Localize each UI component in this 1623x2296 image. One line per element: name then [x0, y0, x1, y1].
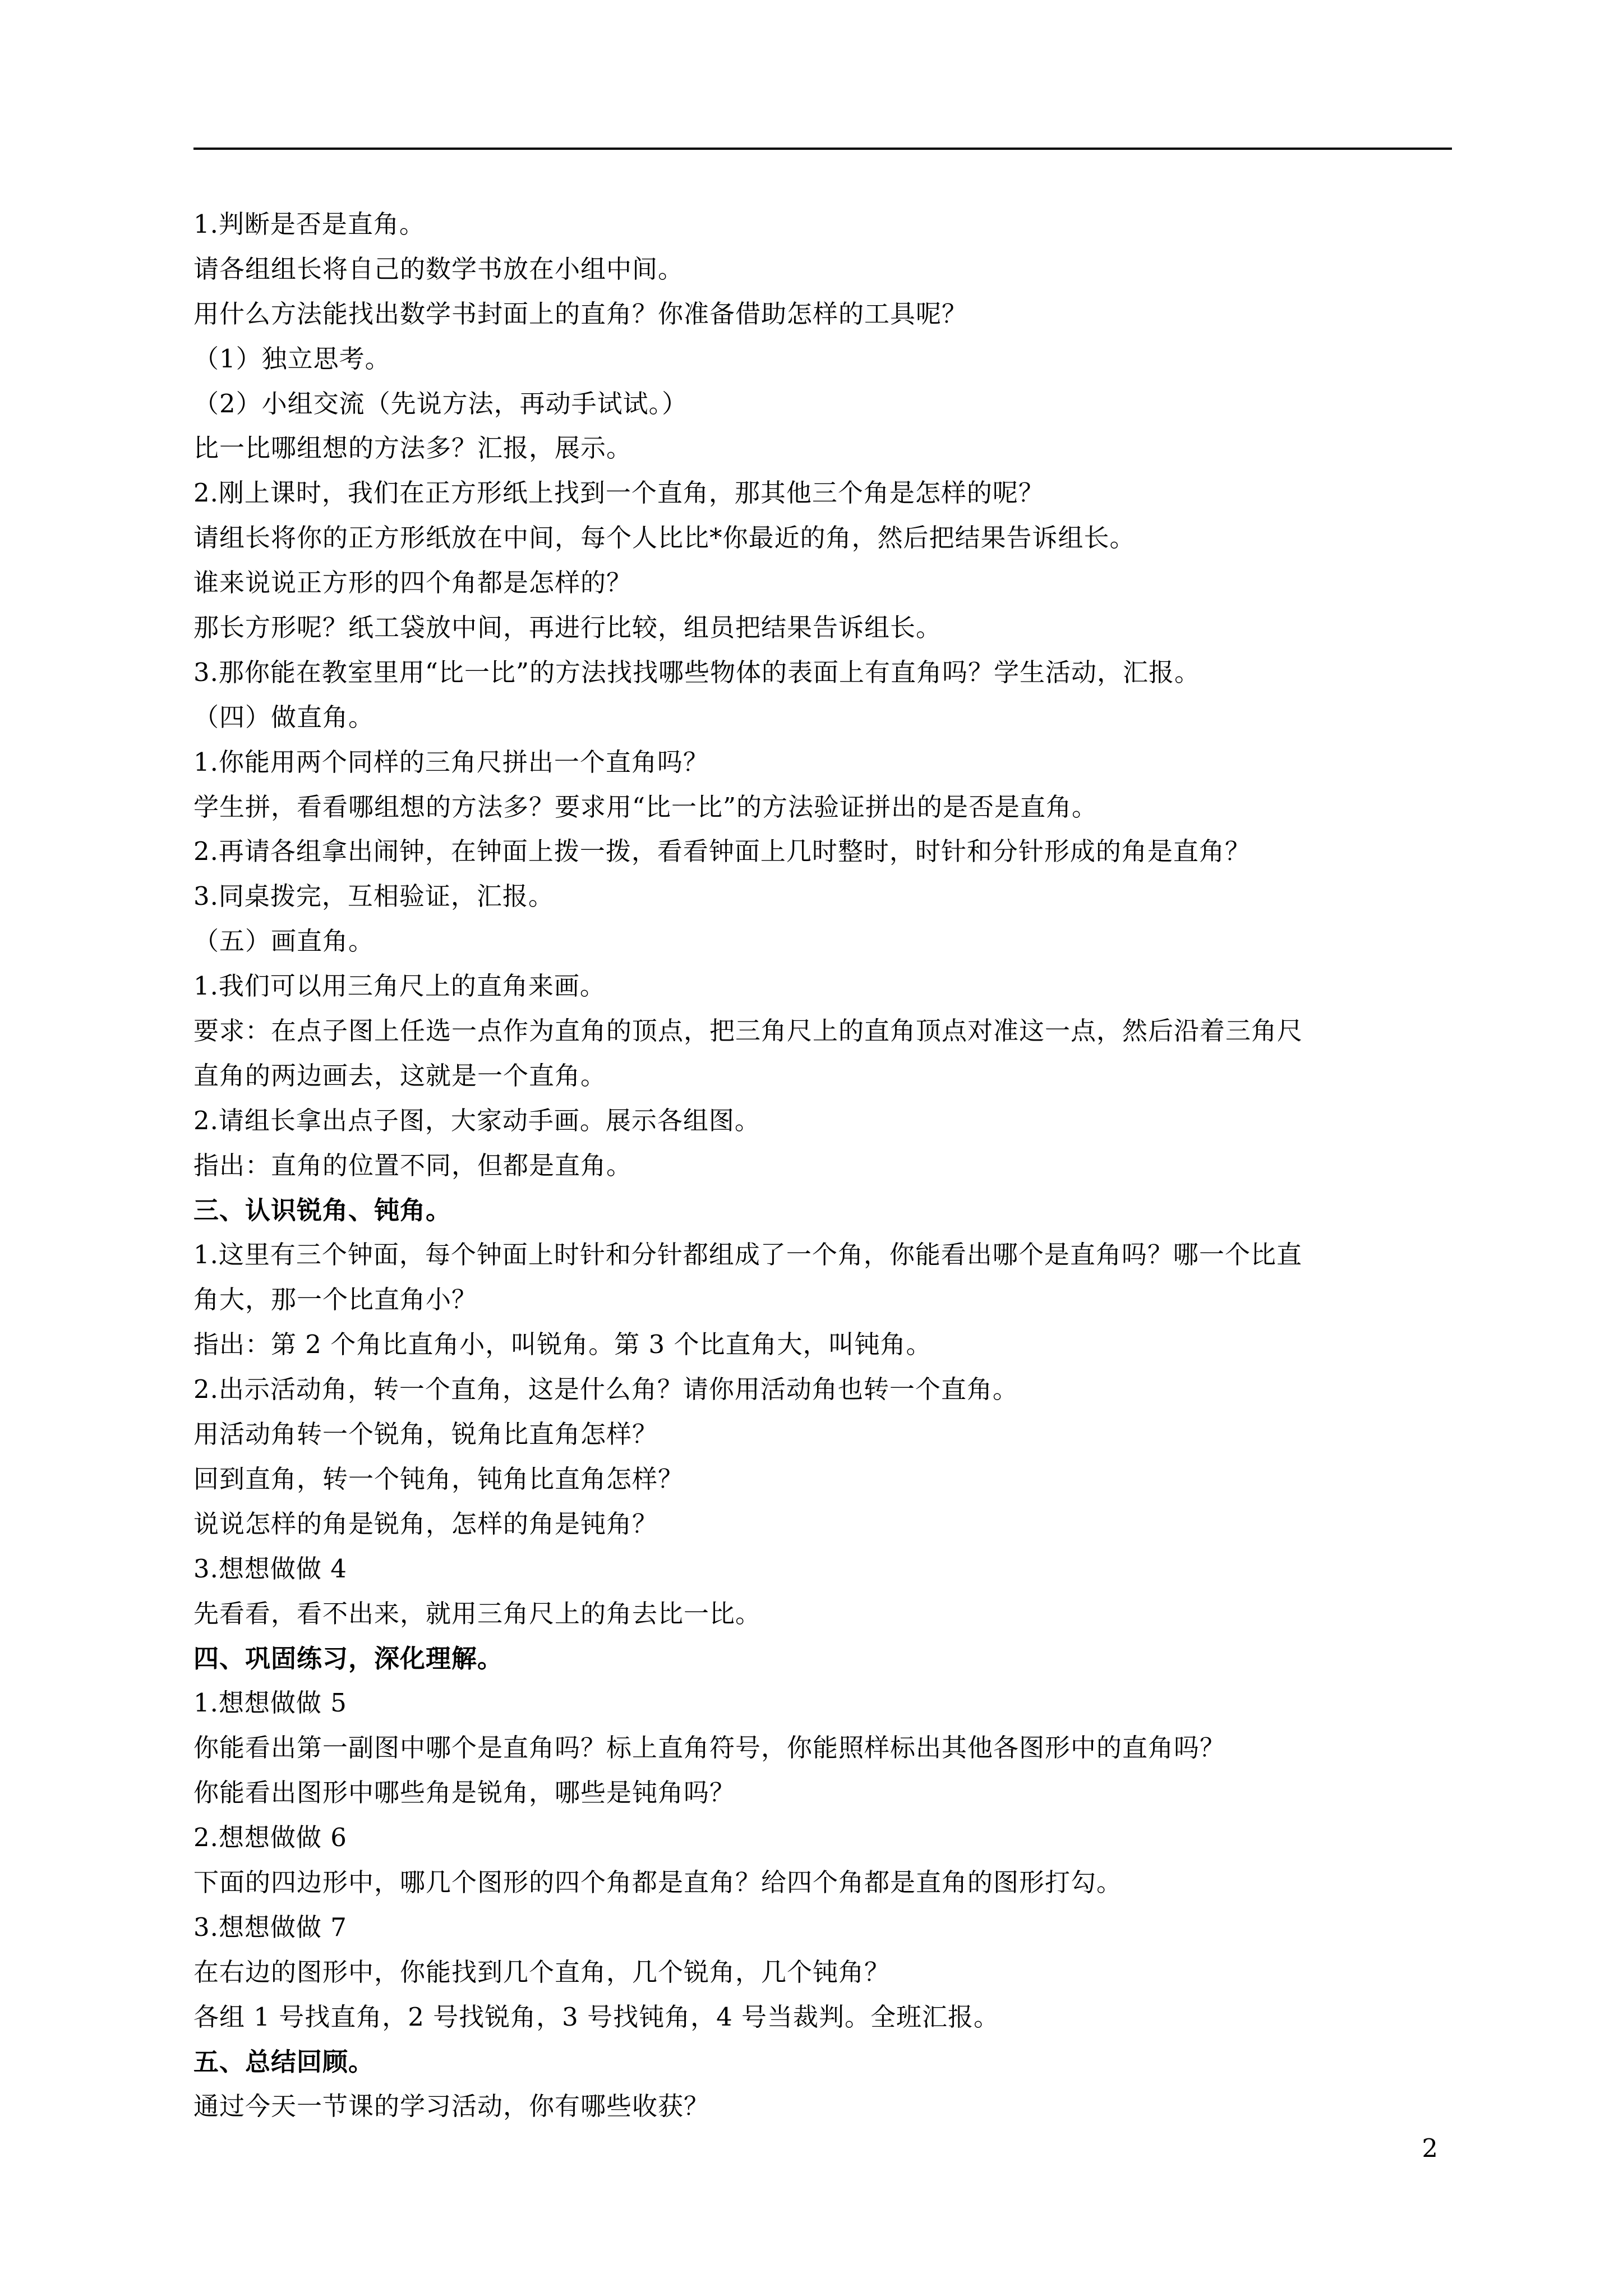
text-line: 3.想想做做 7: [193, 1912, 347, 1942]
text-line: 那长方形呢？纸工袋放中间，再进行比较，组员把结果告诉组长。: [193, 613, 942, 643]
text-line: 1.你能用两个同样的三角尺拼出一个直角吗？: [193, 747, 709, 777]
text-line: 1.我们可以用三角尺上的直角来画。: [193, 971, 606, 1001]
text-line: 请各组组长将自己的数学书放在小组中间。: [193, 254, 684, 284]
text-line: 2.想想做做 6: [193, 1823, 347, 1853]
text-line: （2）小组交流（先说方法，再动手试试。）: [193, 388, 688, 418]
text-line: 2.再请各组拿出闹钟，在钟面上拨一拨，看看钟面上几时整时，时针和分针形成的角是直角？: [193, 836, 1251, 867]
text-line: 通过今天一节课的学习活动，你有哪些收获？: [193, 2091, 710, 2122]
text-line: 说说怎样的角是锐角，怎样的角是钝角？: [193, 1508, 658, 1539]
text-line: 3.那你能在教室里用“比一比”的方法找找哪些物体的表面上有直角吗？学生活动，汇报。: [193, 657, 1200, 687]
text-line: 3.想想做做 4: [193, 1553, 347, 1584]
text-line: 要求：在点子图上任选一点作为直角的顶点，把三角尺上的直角顶点对准这一点，然后沿着三角尺: [193, 1016, 1303, 1046]
text-line: 指出：直角的位置不同，但都是直角。: [193, 1150, 633, 1180]
header-rule: [193, 148, 1452, 150]
text-line: 在右边的图形中，你能找到几个直角，几个锐角，几个钝角？: [193, 1957, 891, 1987]
text-line: 下面的四边形中，哪几个图形的四个角都是直角？给四个角都是直角的图形打勾。: [193, 1867, 1123, 1897]
section-heading: 四、巩固练习，深化理解。: [193, 1643, 504, 1673]
text-line: 2.刚上课时，我们在正方形纸上找到一个直角，那其他三个角是怎样的呢？: [193, 478, 1044, 508]
text-line: 你能看出图形中哪些角是锐角，哪些是钝角吗？: [193, 1778, 736, 1808]
text-line: 3.同桌拨完，互相验证，汇报。: [193, 881, 554, 912]
page-number: 2: [1422, 2133, 1438, 2163]
text-line: 先看看，看不出来，就用三角尺上的角去比一比。: [193, 1598, 762, 1628]
text-line: 直角的两边画去，这就是一个直角。: [193, 1060, 607, 1091]
text-line: 1.判断是否是直角。: [193, 209, 425, 239]
document-body: [193, 202, 1452, 2129]
text-line: 用活动角转一个锐角，锐角比直角怎样？: [193, 1419, 658, 1450]
text-line: 1.这里有三个钟面，每个钟面上时针和分针都组成了一个角，你能看出哪个是直角吗？哪一个比直: [193, 1240, 1302, 1270]
text-line: 指出：第 2 个角比直角小，叫锐角。第 3 个比直角大，叫钝角。: [193, 1329, 932, 1360]
text-line: （四）做直角。: [193, 702, 375, 732]
text-line: 学生拼，看看哪组想的方法多？要求用“比一比”的方法验证拼出的是否是直角。: [193, 792, 1098, 822]
text-line: 用什么方法能找出数学书封面上的直角？你准备借助怎样的工具呢？: [193, 298, 968, 329]
text-line: 你能看出第一副图中哪个是直角吗？标上直角符号，你能照样标出其他各图形中的直角吗？: [193, 1733, 1226, 1763]
section-heading: 三、认识锐角、钝角。: [193, 1195, 452, 1225]
text-line: （五）画直角。: [193, 926, 375, 956]
text-line: 请组长将你的正方形纸放在中间，每个人比比*你最近的角，然后把结果告诉组长。: [193, 523, 1136, 553]
text-line: 1.想想做做 5: [193, 1688, 347, 1718]
text-line: 2.请组长拿出点子图，大家动手画。展示各组图。: [193, 1105, 760, 1135]
text-line: （1）独立思考。: [193, 343, 391, 374]
text-line: 比一比哪组想的方法多？汇报，展示。: [193, 433, 633, 463]
text-line: 角大，那一个比直角小？: [193, 1285, 478, 1315]
text-line: 谁来说说正方形的四个角都是怎样的？: [193, 568, 633, 598]
text-line: 2.出示活动角，转一个直角，这是什么角？请你用活动角也转一个直角。: [193, 1374, 1018, 1405]
text-line: 各组 1 号找直角，2 号找锐角，3 号找钝角，4 号当裁判。全班汇报。: [193, 2001, 1000, 2032]
text-line: 回到直角，转一个钝角，钝角比直角怎样？: [193, 1464, 684, 1494]
section-heading: 五、总结回顾。: [193, 2046, 375, 2077]
